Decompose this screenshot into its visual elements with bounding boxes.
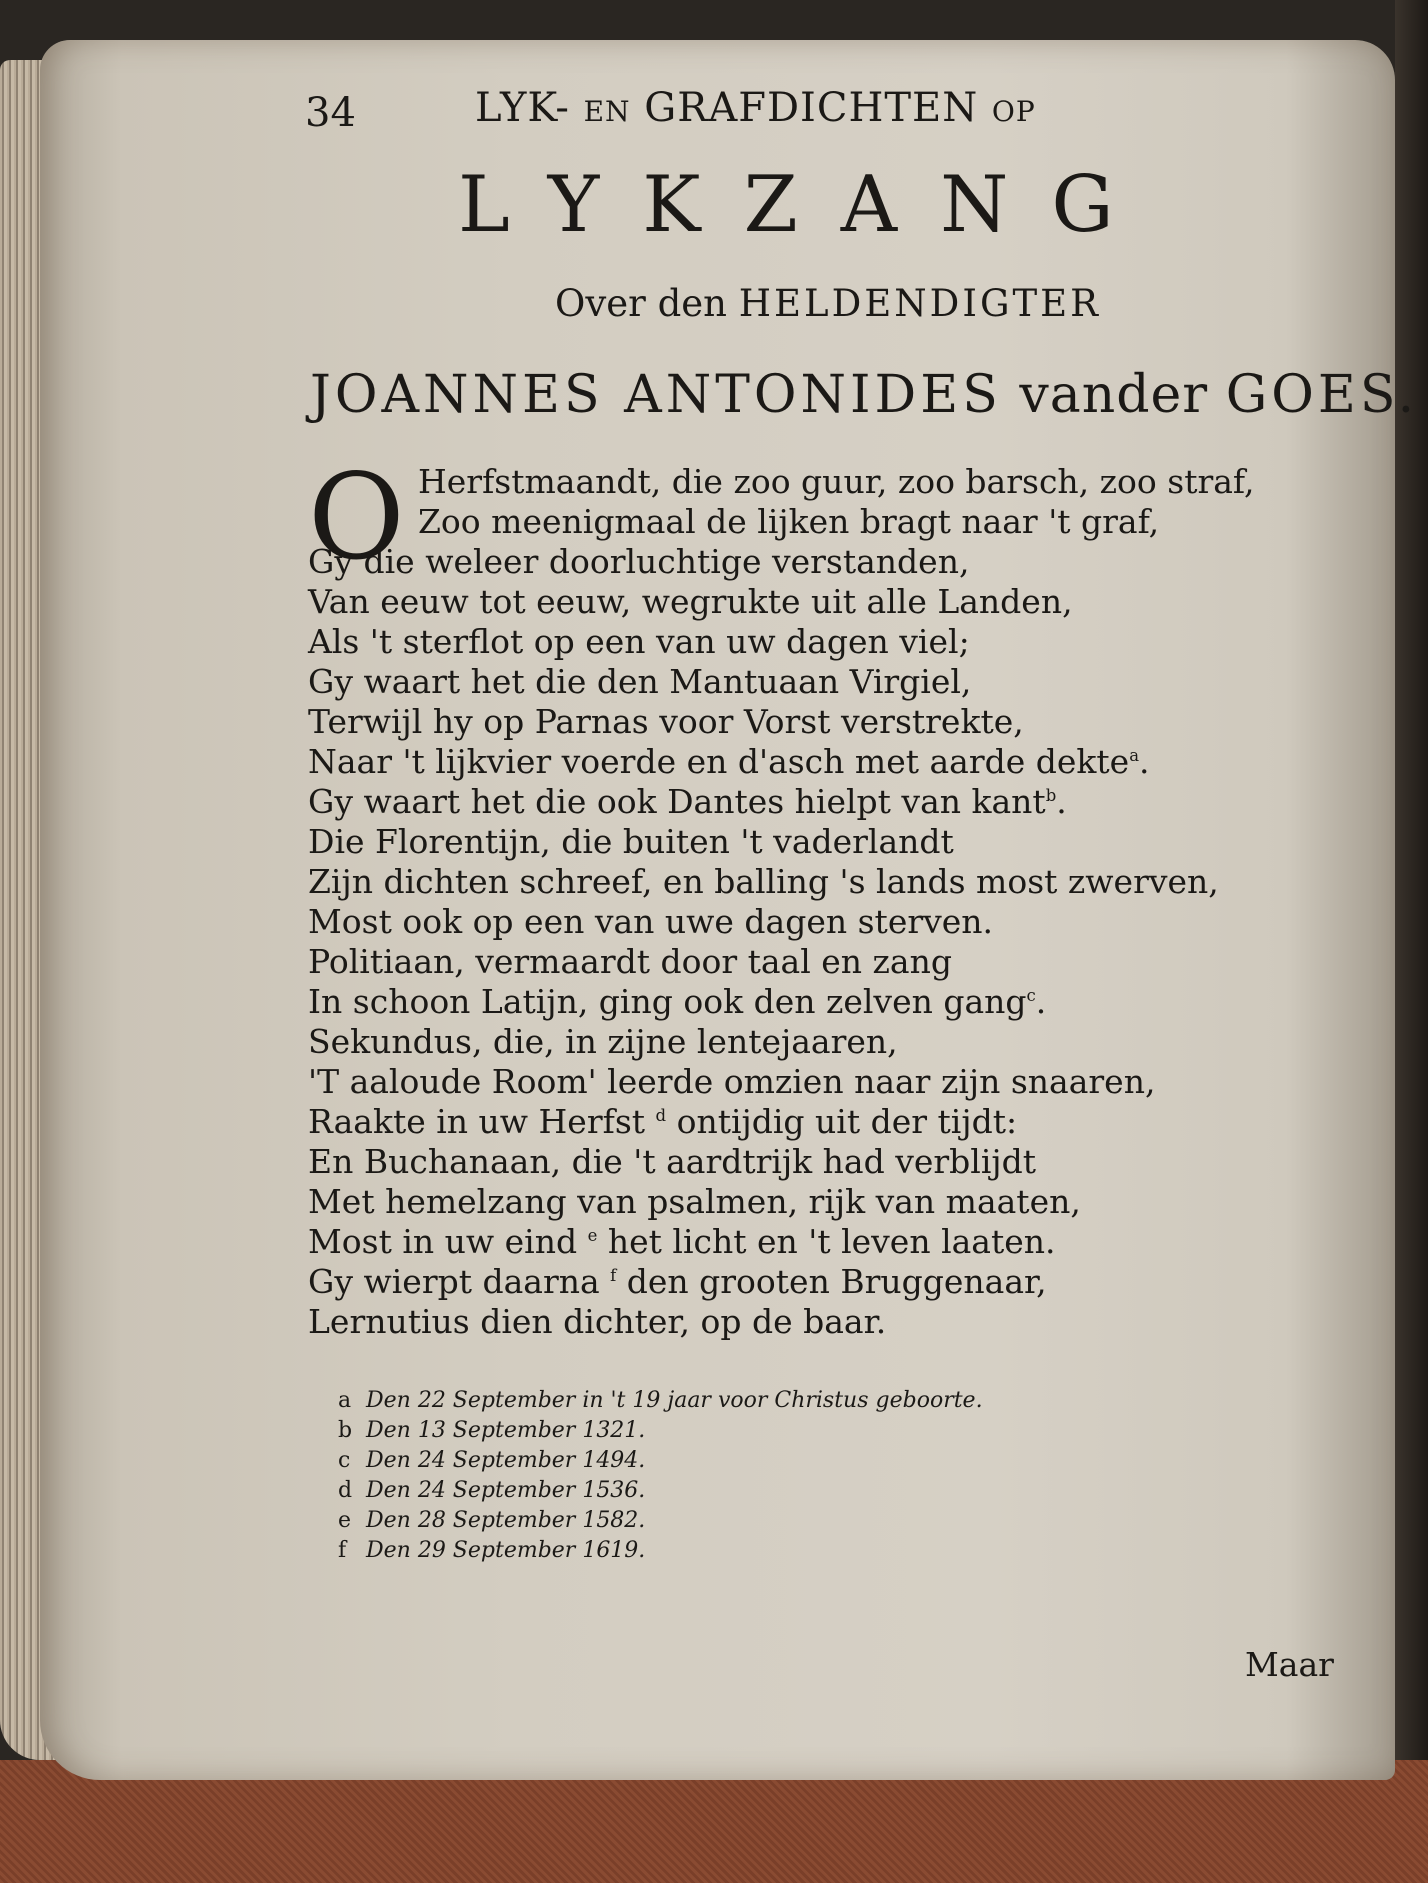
poem-line-text: Naar 't lijkvier voerde en d'asch met aarde dekte <box>308 742 1130 781</box>
poem-line: En Buchanaan, die 't aardtrijk had verblijdt <box>308 1142 1036 1181</box>
footnote-letter: e <box>338 1508 352 1533</box>
poem-line <box>308 782 1067 821</box>
footnote-text: Den 22 September in 't 19 jaar voor Christus geboorte. <box>366 1388 983 1413</box>
poem-line: Most ook op een van uwe dagen sterven. <box>308 902 994 941</box>
poem-line: Van eeuw tot eeuw, wegrukte uit alle Landen, <box>308 582 1073 621</box>
drop-cap: O <box>308 448 405 586</box>
footnote-letter: f <box>338 1538 347 1563</box>
poem-line-after: . <box>1139 742 1150 781</box>
poem-line <box>308 982 1046 1021</box>
poem-line: Gy die weleer doorluchtige verstanden, <box>308 542 970 581</box>
subtitle-prefix: Over den <box>555 282 727 325</box>
poem-line: 'T aaloude Room' leerde omzien naar zijn snaaren, <box>308 1062 1156 1101</box>
background-right <box>1395 0 1428 1883</box>
poem-line-text: Gy waart het die ook Dantes hielpt van kant <box>308 782 1046 821</box>
poem-line-1: Herfstmaandt, die zoo guur, zoo barsch, zoo straf, <box>418 462 1255 501</box>
footnote-mark: c <box>1026 986 1036 1005</box>
poem-line: Die Florentijn, die buiten 't vaderlandt <box>308 822 954 861</box>
page-title: LYKZANG <box>458 160 1157 250</box>
footnote-letter: c <box>338 1448 351 1473</box>
footnote <box>338 1418 645 1443</box>
poem-line <box>308 1222 1056 1261</box>
poem-line <box>308 742 1150 781</box>
footnote <box>338 1448 645 1473</box>
poem-line-after: den grooten Bruggenaar, <box>626 1262 1047 1301</box>
dedicatee-caps: JOANNES ANTONIDES <box>310 365 1002 425</box>
poem-line-after: . <box>1056 782 1067 821</box>
footnote-text: Den 24 September 1536. <box>366 1478 646 1503</box>
footnote <box>338 1478 645 1503</box>
footnote-mark: d <box>655 1106 667 1125</box>
footnote-mark: e <box>587 1226 598 1245</box>
poem-line: Lernutius dien dichter, op de baar. <box>308 1302 887 1341</box>
footnote <box>338 1538 645 1563</box>
footnote <box>338 1388 983 1413</box>
dedicatee-caps2: GOES. <box>1225 365 1419 425</box>
poem-line <box>308 1102 1017 1141</box>
catchword: Maar <box>1245 1645 1334 1684</box>
poem-line: Politiaan, vermaardt door taal en zang <box>308 942 952 981</box>
footnote <box>338 1508 645 1533</box>
poem-line-text: Gy wierpt daarna <box>308 1262 600 1301</box>
poem-line: Sekundus, die, in zijne lentejaaren, <box>308 1022 898 1061</box>
poem-line-text: Most in uw eind <box>308 1222 578 1261</box>
page-number: 34 <box>305 90 356 136</box>
subtitle-emphasis: HELDENDIGTER <box>738 282 1102 325</box>
poem-line-text: Raakte in uw Herfst <box>308 1102 646 1141</box>
poem-line-text: In schoon Latijn, ging ook den zelven gang <box>308 982 1027 1021</box>
poem-line: Gy waart het die den Mantuaan Virgiel, <box>308 662 972 701</box>
poem-line: Terwijl hy op Parnas voor Vorst verstrekte, <box>308 702 1024 741</box>
poem-line-after: . <box>1035 982 1047 1021</box>
dedicatee-name <box>310 365 1418 425</box>
subtitle <box>555 282 1101 325</box>
footnote-text: Den 28 September 1582. <box>366 1508 646 1533</box>
footnote-mark: f <box>610 1266 617 1285</box>
poem-line <box>308 1262 1047 1301</box>
dedicatee-rest: vander <box>1019 365 1209 425</box>
footnote-mark: b <box>1045 786 1057 805</box>
footnote-text: Den 13 September 1321. <box>366 1418 646 1443</box>
poem-line: Met hemelzang van psalmen, rijk van maaten, <box>308 1182 1081 1221</box>
footnote-mark: a <box>1129 746 1140 765</box>
poem-line-after: het licht en 't leven laaten. <box>607 1222 1056 1261</box>
footnote-letter: b <box>338 1418 353 1443</box>
poem-line: Als 't sterflot op een van uw dagen viel; <box>308 622 970 661</box>
poem-line: Zijn dichten schreef, en balling 's lands most zwerven, <box>308 862 1219 901</box>
footnote-text: Den 24 September 1494. <box>366 1448 646 1473</box>
poem-line-2: Zoo meenigmaal de lijken bragt naar 't graf, <box>418 502 1160 541</box>
footnote-letter: d <box>338 1478 353 1503</box>
footnote-letter: a <box>338 1388 352 1413</box>
footnote-text: Den 29 September 1619. <box>366 1538 646 1563</box>
running-title: LYK- en GRAFDICHTEN op <box>475 85 1036 131</box>
poem-line-after: ontijdig uit der tijdt: <box>676 1102 1018 1141</box>
